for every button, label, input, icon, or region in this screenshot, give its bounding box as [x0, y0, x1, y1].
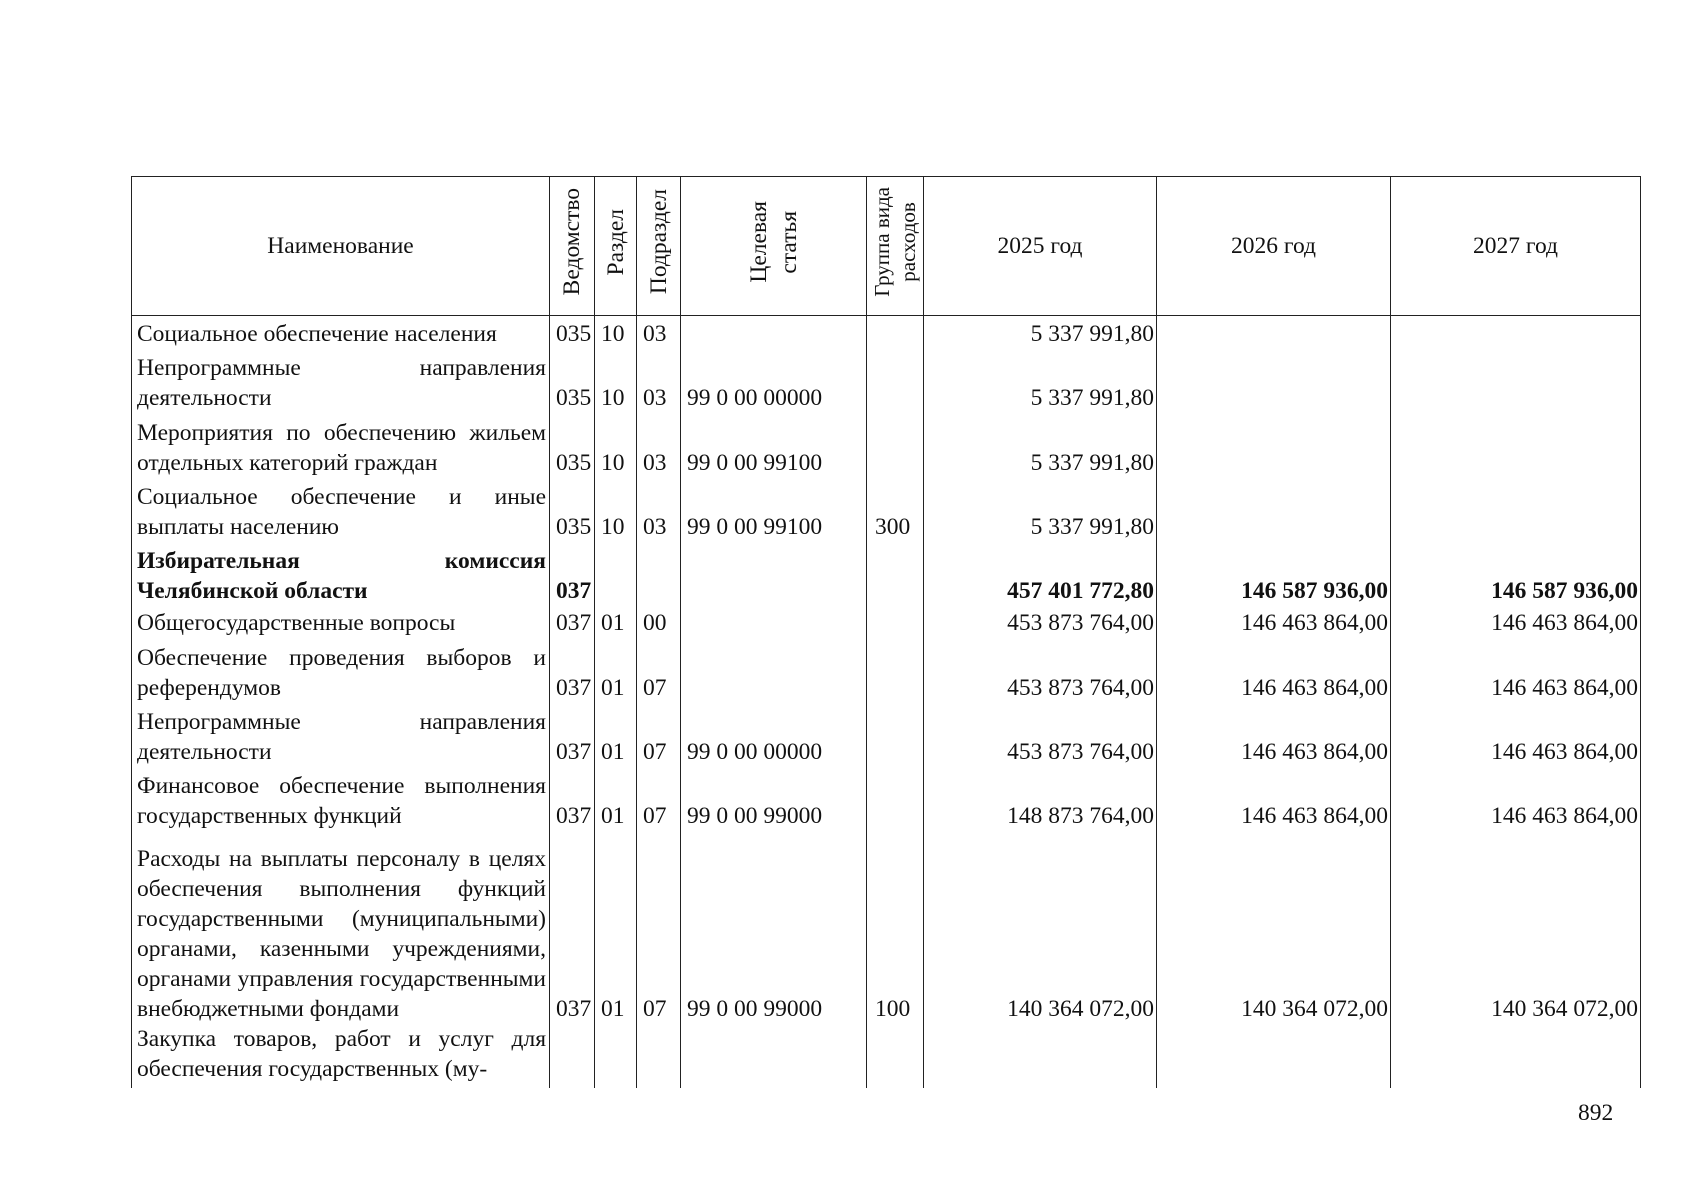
header-subsection: Подраздел	[637, 177, 681, 316]
cell-section: 10	[595, 316, 637, 350]
cell-subsection: 03	[637, 413, 681, 477]
cell-target: 99 0 00 00000	[681, 703, 867, 767]
cell-2026	[1157, 349, 1391, 413]
cell-2025: 453 873 764,00	[924, 606, 1157, 638]
cell-group	[867, 767, 924, 831]
cell-group: 100	[867, 831, 924, 1024]
header-2025: 2025 год	[924, 177, 1157, 316]
header-group: Группа вида расходов	[867, 177, 924, 316]
table-row	[132, 542, 1641, 606]
table-row	[132, 767, 1641, 831]
cell-2026	[1157, 1024, 1391, 1088]
cell-2027: 146 463 864,00	[1391, 638, 1641, 702]
cell-2027	[1391, 413, 1641, 477]
cell-group	[867, 703, 924, 767]
cell-target: 99 0 00 00000	[681, 349, 867, 413]
cell-name: Социальное обеспечение и иные выплаты населению	[132, 478, 550, 542]
cell-section: 01	[595, 703, 637, 767]
table-row	[132, 1024, 1641, 1088]
cell-2027	[1391, 316, 1641, 350]
cell-2026: 146 587 936,00	[1157, 542, 1391, 606]
cell-name: Общегосударственные вопросы	[132, 606, 550, 638]
cell-2026: 146 463 864,00	[1157, 703, 1391, 767]
cell-subsection: 07	[637, 767, 681, 831]
cell-2025: 453 873 764,00	[924, 703, 1157, 767]
cell-2025: 140 364 072,00	[924, 831, 1157, 1024]
cell-2026: 146 463 864,00	[1157, 767, 1391, 831]
cell-group	[867, 638, 924, 702]
cell-section	[595, 542, 637, 606]
cell-subsection: 00	[637, 606, 681, 638]
cell-subsection	[637, 1024, 681, 1088]
table-row	[132, 316, 1641, 350]
cell-group	[867, 606, 924, 638]
cell-section: 10	[595, 413, 637, 477]
cell-group	[867, 349, 924, 413]
cell-group	[867, 1024, 924, 1088]
cell-2025: 148 873 764,00	[924, 767, 1157, 831]
table-row	[132, 349, 1641, 413]
cell-group	[867, 542, 924, 606]
cell-section: 01	[595, 767, 637, 831]
cell-subsection: 03	[637, 316, 681, 350]
cell-2025: 5 337 991,80	[924, 316, 1157, 350]
table-row	[132, 413, 1641, 477]
cell-target	[681, 606, 867, 638]
cell-target	[681, 542, 867, 606]
cell-name: Закупка товаров, работ и услуг для обеспечения государственных (му-	[132, 1024, 550, 1088]
cell-2025: 5 337 991,80	[924, 413, 1157, 477]
cell-dept: 037	[550, 831, 595, 1024]
cell-section: 10	[595, 349, 637, 413]
cell-2026	[1157, 478, 1391, 542]
cell-2025: 453 873 764,00	[924, 638, 1157, 702]
cell-2025: 5 337 991,80	[924, 349, 1157, 413]
cell-dept: 035	[550, 478, 595, 542]
cell-2027: 146 587 936,00	[1391, 542, 1641, 606]
cell-2026	[1157, 316, 1391, 350]
cell-group	[867, 316, 924, 350]
cell-subsection: 07	[637, 638, 681, 702]
table-row	[132, 638, 1641, 702]
cell-target: 99 0 00 99100	[681, 413, 867, 477]
cell-2026: 140 364 072,00	[1157, 831, 1391, 1024]
cell-dept: 037	[550, 542, 595, 606]
cell-dept: 035	[550, 349, 595, 413]
header-row	[132, 177, 1641, 316]
cell-name: Мероприятия по обеспечению жильем отдельных категорий граждан	[132, 413, 550, 477]
cell-subsection: 07	[637, 703, 681, 767]
table-row	[132, 703, 1641, 767]
cell-target: 99 0 00 99100	[681, 478, 867, 542]
cell-group	[867, 413, 924, 477]
cell-2025: 5 337 991,80	[924, 478, 1157, 542]
header-section: Раздел	[595, 177, 637, 316]
cell-section	[595, 1024, 637, 1088]
cell-target	[681, 638, 867, 702]
header-name: Наименование	[132, 177, 550, 316]
table-row	[132, 478, 1641, 542]
header-2026: 2026 год	[1157, 177, 1391, 316]
cell-name: Непрограммные направления деятельности	[132, 703, 550, 767]
cell-dept: 037	[550, 703, 595, 767]
cell-section: 01	[595, 831, 637, 1024]
cell-2027: 146 463 864,00	[1391, 606, 1641, 638]
cell-group: 300	[867, 478, 924, 542]
cell-name: Непрограммные направления деятельности	[132, 349, 550, 413]
cell-target	[681, 316, 867, 350]
cell-2025: 457 401 772,80	[924, 542, 1157, 606]
cell-2027: 140 364 072,00	[1391, 831, 1641, 1024]
cell-target	[681, 1024, 867, 1088]
header-dept: Ведомство	[550, 177, 595, 316]
cell-2027	[1391, 478, 1641, 542]
table-row	[132, 606, 1641, 638]
cell-dept	[550, 1024, 595, 1088]
table-row	[132, 831, 1641, 1024]
cell-2027: 146 463 864,00	[1391, 767, 1641, 831]
header-target: Целевая статья	[681, 177, 867, 316]
cell-subsection: 07	[637, 831, 681, 1024]
cell-dept: 035	[550, 413, 595, 477]
cell-dept: 037	[550, 767, 595, 831]
cell-2026: 146 463 864,00	[1157, 606, 1391, 638]
cell-target: 99 0 00 99000	[681, 831, 867, 1024]
cell-section: 01	[595, 638, 637, 702]
cell-name: Социальное обеспечение населения	[132, 316, 550, 350]
cell-dept: 035	[550, 316, 595, 350]
cell-name: Избирательная комиссия Челябинской области	[132, 542, 550, 606]
page-number: 892	[1578, 1100, 1614, 1126]
cell-2026: 146 463 864,00	[1157, 638, 1391, 702]
cell-name: Обеспечение проведения выборов и референдумов	[132, 638, 550, 702]
header-2027: 2027 год	[1391, 177, 1641, 316]
cell-name: Финансовое обеспечение выполнения государственных функций	[132, 767, 550, 831]
cell-dept: 037	[550, 638, 595, 702]
cell-2027: 146 463 864,00	[1391, 703, 1641, 767]
cell-dept: 037	[550, 606, 595, 638]
cell-section: 01	[595, 606, 637, 638]
cell-subsection	[637, 542, 681, 606]
cell-2027	[1391, 349, 1641, 413]
cell-2025	[924, 1024, 1157, 1088]
cell-name: Расходы на выплаты персоналу в целях обеспечения выполнения функций государственными (муниципальными) органами, казенными учреждениями, органами управления государственными внебюджетными фондами	[132, 831, 550, 1024]
cell-subsection: 03	[637, 478, 681, 542]
cell-section: 10	[595, 478, 637, 542]
cell-2027	[1391, 1024, 1641, 1088]
budget-table	[131, 176, 1641, 1088]
cell-2026	[1157, 413, 1391, 477]
cell-target: 99 0 00 99000	[681, 767, 867, 831]
cell-subsection: 03	[637, 349, 681, 413]
